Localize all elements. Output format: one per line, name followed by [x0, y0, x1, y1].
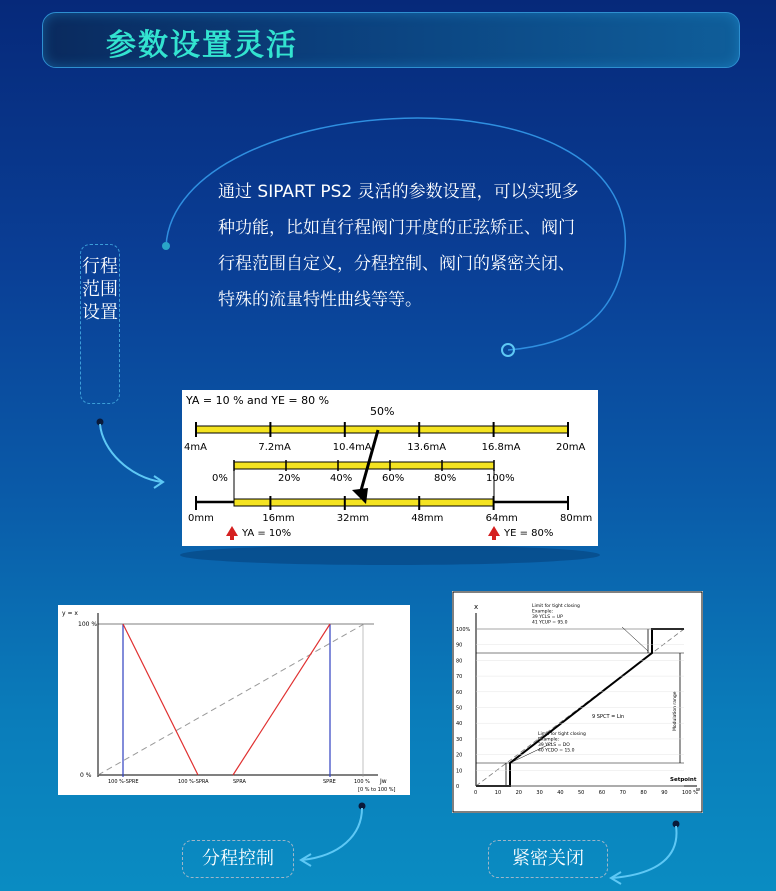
tight-x-tick: 0 [474, 790, 478, 796]
tight-closing-svg [452, 591, 703, 813]
mm-tick-label: 80mm [560, 513, 593, 524]
range-diagram [182, 390, 598, 546]
tight-y-tick: 20 [456, 752, 463, 759]
ma-tick-label: 7.2mA [258, 442, 291, 453]
tight-x-axis: w [696, 787, 701, 793]
split-x-label-2: SPRA [233, 779, 246, 785]
tight-y-tick: 30 [456, 736, 463, 743]
mm-tick-label: 64mm [485, 513, 518, 524]
range-title: YA = 10 % and YE = 80 % [186, 394, 330, 407]
tight-x-tick: 80 [640, 790, 647, 796]
split-x-axis: Jw [380, 778, 387, 785]
split-x-label-3: SPRE [323, 779, 336, 785]
note-top-line: 39 YCLS = UP [532, 615, 563, 620]
note-bottom-line: 39 YCLS = DO [538, 743, 570, 748]
mm-tick-label: 16mm [262, 513, 295, 524]
pct-tick-label: 60% [382, 473, 405, 484]
ye-label: YE = 80% [504, 528, 554, 539]
pct-tick-label: 80% [434, 473, 457, 484]
ye-arrow-icon [488, 526, 500, 540]
tight-y-tick: 10 [456, 768, 463, 775]
caption-split-range: 分程控制 [182, 840, 294, 878]
split-y-top: 100 % [78, 621, 98, 628]
range-diagram-svg [182, 390, 598, 546]
tight-x-tick: 50 [578, 790, 585, 796]
ma-tick-label: 10.4mA [332, 442, 372, 453]
pct-tick-label: 20% [278, 473, 301, 484]
split-x-range: [0 % to 100 %] [358, 787, 396, 793]
ma-tick-label: 20mA [556, 442, 586, 453]
split-x-label-1: 100 %-SPRA [178, 779, 209, 785]
split-x-label-0: 100 %-SPRE [108, 779, 139, 785]
note-bottom-line: Example: [538, 737, 560, 743]
tight-y-tick: 80 [456, 658, 463, 665]
pointer-arrow-1 [100, 424, 162, 482]
tight-x-tick: 90 [661, 790, 668, 796]
mm-tick-label: 32mm [336, 513, 370, 524]
mm-tick-label: 0mm [188, 513, 214, 524]
tight-x-tick: 100 % [682, 790, 698, 796]
ma-tick-label: 16.8mA [481, 442, 521, 453]
note-top-line: Limit for tight closing [532, 604, 580, 609]
note-bottom-line: Limit for tight closing [538, 732, 586, 737]
note-top-line: Example: [532, 609, 554, 615]
tight-range-label: Modulation range [673, 691, 678, 731]
tight-setpoint-label: Setpoint [670, 777, 697, 783]
tight-y-tick: 90 [456, 642, 463, 649]
pointer-arrow-2 [302, 808, 362, 860]
tight-x-tick: 70 [619, 790, 626, 796]
tight-x-tick: 10 [494, 790, 502, 796]
note-bottom-line: 40 YCDO = 15.0 [538, 748, 575, 754]
split-range-diagram [58, 605, 410, 795]
page-title: 参数设置灵活 [106, 28, 298, 63]
glow [180, 545, 600, 565]
intro-paragraph: 通过 SIPART PS2 灵活的参数设置，可以实现多种功能，比如直行程阀门开度的正弦矫正、阀门行程范围自定义，分程控制、阀门的紧密关闭、特殊的流量特性曲线等等。 [218, 182, 579, 310]
tight-x-tick: 60 [598, 790, 606, 796]
side-label-range-setting: 行程范围设置 [80, 244, 120, 404]
caption-tight-closing: 紧密关闭 [488, 840, 608, 878]
tight-x-tick: 30 [536, 790, 543, 796]
pct-tick-label: 100% [486, 473, 515, 484]
pct-tick-label: 40% [330, 473, 353, 484]
tight-y-tick: 60 [456, 689, 463, 696]
ma-tick-label: 13.6mA [407, 442, 447, 453]
arc-start-dot [162, 242, 170, 250]
pct-tick-label: 0% [212, 473, 228, 484]
pointer-arrow-3 [612, 826, 676, 878]
mm-tick-label: 48mm [411, 513, 444, 524]
tight-x-tick: 20 [515, 790, 522, 796]
range-mid-label: 50% [370, 405, 395, 418]
tight-y-tick: 40 [456, 721, 463, 728]
tight-y-tick: 50 [456, 705, 463, 712]
note-top-line: 41 YCUP = 95.0 [532, 620, 568, 626]
ya-arrow-icon [226, 526, 238, 540]
split-y-label: y = x [62, 610, 78, 617]
tight-y-label: x [474, 603, 479, 611]
tight-x-tick: 40 [557, 790, 564, 796]
tight-y-tick: 100% [456, 627, 471, 633]
tight-closing-diagram [452, 591, 703, 813]
tight-y-tick: 0 [456, 784, 460, 790]
tight-y-tick: 70 [456, 674, 463, 681]
ya-label: YA = 10% [242, 528, 292, 539]
split-x-label-4: 100 % [354, 779, 370, 785]
ma-tick-label: 4mA [184, 442, 207, 453]
split-range-svg [58, 605, 410, 795]
split-y-zero: 0 % [80, 772, 92, 779]
tight-mid-label: 9 SPCT = Lin [592, 714, 625, 720]
